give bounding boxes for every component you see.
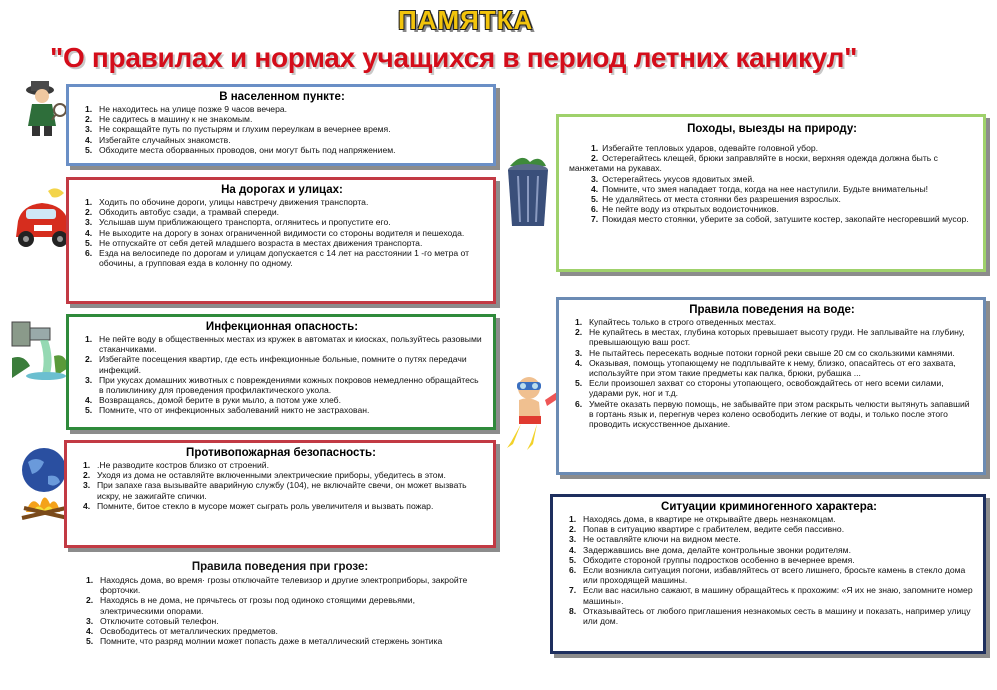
list-item: 5. Не отпускайте от себя детей младшего возраста в местах движения транспорта. [85, 237, 423, 248]
list-item: 4. Не выходите на дорогу в зонах ограниченной видимости со стороны водителя и пешехода. [85, 227, 465, 238]
list-item: 3. Отключите сотовый телефон. [86, 615, 219, 626]
list-item: 1. Не пейте воду в общественных местах из кружек в автоматах и киосках, пользуйтесь разовыми стаканчиками. [85, 334, 482, 355]
list-item: 4. Избегайте случайных знакомств. [85, 134, 231, 145]
trash-can-clipart [500, 152, 555, 232]
list-item: 2. Обходить автобус сзади, а трамвай спереди. [85, 207, 280, 218]
section-title: Инфекционная опасность: [205, 321, 359, 333]
section-title: На дорогах и улицах: [221, 184, 343, 196]
list-item: 2. Не купайтесь в местах, глубина которых превышает высоту груди. Не заплывайте на глубину, превышающую ваш рост. [575, 327, 965, 348]
rules-list [79, 197, 485, 268]
list-item: 2. Остерегайтесь клещей, брюки заправляйте в носки, верхняя одежда должна быть с манжетами на рукавах. [569, 153, 938, 174]
list-item: 5. Не удаляйтесь от места стоянки без разрешения взрослых. [591, 194, 841, 205]
section-title: Походы, выезды на природу: [687, 123, 857, 135]
list-item: 2. Избегайте посещения квартир, где есть инфекционные больные, помните о путях передачи инфекций. [85, 354, 467, 375]
section-crime [550, 494, 986, 654]
section-title: В населенном пункте: [219, 91, 345, 103]
list-item: 3. Не оставляйте ключи на видном месте. [569, 534, 741, 545]
list-item: 5. Обходите места оборванных проводов, они могут быть под напряжением. [85, 144, 396, 155]
section-hikes [556, 114, 986, 272]
page-title: ПАМЯТКА [398, 5, 534, 35]
list-item: 6. Умейте оказать первую помощь, не забывайте при этом раскрыть челюсти вытянуть запавший в гортань язык и, перегнув через колено освободить легкие от воды, и только после этого проводить искусственное дыхание. [575, 398, 970, 430]
rules-list [80, 575, 480, 646]
rules-list [563, 514, 975, 626]
section-title: Правила поведения на воде: [689, 304, 855, 316]
list-item: 3. При запахе газа вызывайте аварийную службу (104), не включайте свечи, он может вызвать искру, не зажигайте спички. [83, 480, 467, 501]
list-item: 3. Не пытайтесь пересекать водные потоки горной реки свыше 20 см со скользкими камнями. [575, 347, 955, 358]
list-item: 4. Задержавшись вне дома, делайте контрольные звонки родителям. [569, 544, 851, 555]
list-item: 7. Покидая место стоянки, уберите за собой, затушите костер, закопайте несгоревший мусор. [591, 214, 969, 225]
detective-clipart [18, 76, 68, 138]
list-item: 1. Находясь дома, во время· грозы отключайте телевизор и другие электроприборы, закройте форточки. [86, 575, 468, 596]
list-item: 5. Помните, что разряд молнии может попасть даже в металлический стержень зонтика [86, 636, 443, 647]
list-item: 4. Помните, что змея нападает тогда, когда на нее наступили. Будьте внимательны! [591, 183, 929, 194]
list-item: 5. Помните, что от инфекционных заболеваний никто не застрахован. [85, 405, 370, 416]
rules-list [79, 104, 485, 155]
rules-list [79, 334, 485, 416]
section-title: Противопожарная безопасность: [186, 447, 376, 459]
swimmer-clipart [505, 372, 563, 452]
page-subtitle: "О правилах и нормах учащихся в период летних каникул" [50, 42, 858, 73]
list-item: 1. Ходить по обочине дороги, улицы навстречу движения транспорта. [85, 197, 369, 207]
list-item: 3. Не сокращайте путь по пустырям и глухим переулкам в вечернее время. [85, 124, 391, 135]
list-item: 6. Если возникла ситуация погони, избавляйтесь от всего лишнего, бросьте камень в стекло дома или проходящей машины. [569, 565, 966, 586]
rules-list [569, 317, 975, 429]
list-item: 3. При укусах домашних животных с повреждениями кожных покровов немедленно обращайтесь в поликлинику для проведения профилактического укола. [85, 374, 479, 396]
section-water [556, 297, 986, 475]
list-item: 1. Не находитесь на улице позже 9 часов вечера. [85, 104, 288, 114]
section-title: Правила поведения при грозе: [191, 561, 369, 573]
list-item: 2. Попав в ситуацию квартире с грабителем, ведите себя пассивно. [569, 524, 845, 535]
section-title: Ситуации криминогенного характера: [661, 501, 877, 513]
section-storm [80, 561, 480, 646]
list-item: 5. Обходите стороной группы подростков особенно в вечернее время. [569, 554, 855, 565]
list-item: 2. Не садитесь в машину к не знакомым. [85, 114, 253, 125]
red-car-clipart [12, 185, 74, 255]
drain-pipe-clipart [10, 318, 70, 380]
section-infection [66, 314, 496, 430]
list-item: 1. Находясь дома, в квартире не открывайте дверь незнакомцам. [569, 514, 836, 524]
list-item: 4. Помните, битое стекло в мусоре может сыграть роль увеличителя и вызвать пожар. [83, 500, 434, 511]
list-item: 4. Оказывая, помощь утопающему не подплывайте к нему, близко, опасайтесь от его захвата, используйте при этом такие предметы как палка, брюки, рубашка ... [575, 357, 956, 379]
list-item: 6. Не пейте воду из открытых водоисточников. [591, 204, 779, 215]
list-item: 2. Уходя из дома не оставляйте включенными электрические приборы, убедитесь в этом. [83, 470, 446, 481]
list-item: 2. Находясь в не дома, не прячьтесь от грозы под одиноко стоящими деревьями, электрическими опорами. [86, 595, 415, 616]
list-item: 3. Услышав шум приближающего транспорта, оглянитесь и пропустите его. [85, 217, 391, 228]
section-settlement [66, 84, 496, 166]
list-item: 1. .Не разводите костров близко от строений. [83, 460, 269, 470]
list-item: 8. Отказывайтесь от любого приглашения незнакомых сесть в машину и показать, например улицу или дом. [569, 605, 971, 627]
section-roads [66, 177, 496, 304]
list-item: 4. Возвращаясь, домой берите в руки мыло, а потом уже хлеб. [85, 395, 341, 406]
list-item: 1. Купайтесь только в строго отведенных местах. [575, 317, 777, 327]
list-item: 4. Освободитесь от металлических предметов. [86, 626, 278, 637]
list-item: 3. Остерегайтесь укусов ядовитых змей. [591, 173, 755, 184]
list-item: 1. Избегайте тепловых ударов, одевайте головной убор. [591, 143, 819, 153]
rules-list [77, 460, 485, 511]
list-item: 5. Если произошел захват со стороны утопающего, освобождайтесь от него всеми силами, ударами рук, ног и т.д. [575, 378, 944, 399]
list-item: 6. Езда на велосипеде по дорогам и улицам допускается с 14 лет на расстоянии 1 -го метра от обочины, а групповая езда в колонну по одному. [85, 248, 470, 269]
rules-list [569, 143, 975, 225]
list-item: 7. Если вас насильно сажают, в машину обращайтесь к прохожим: «Я их не знаю, запомните номер машины». [569, 585, 973, 606]
section-fire [64, 440, 496, 548]
